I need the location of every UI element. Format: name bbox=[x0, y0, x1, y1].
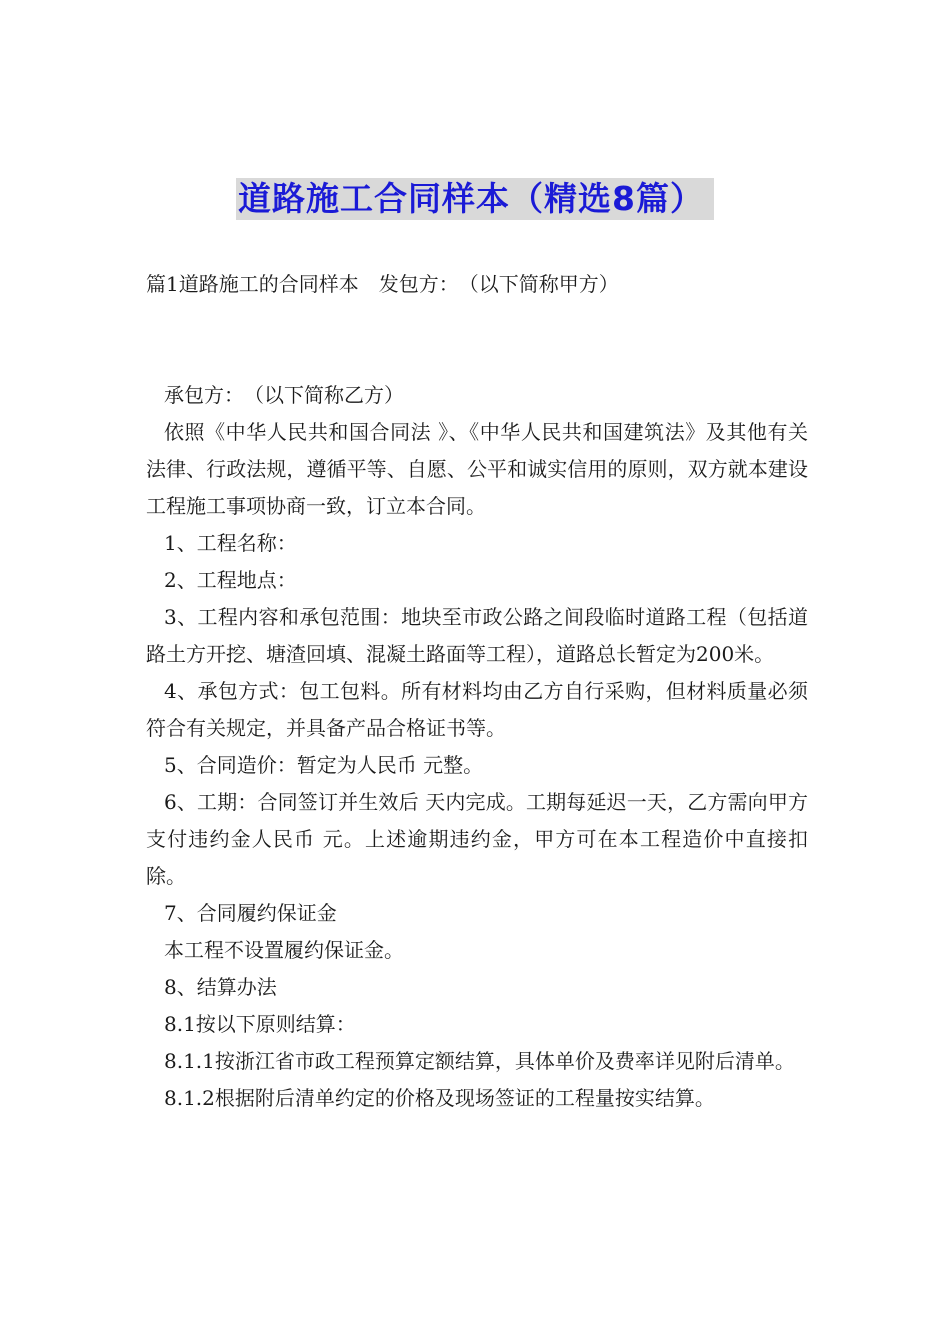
paragraph-contractor: 承包方： （以下简称乙方） bbox=[164, 383, 404, 407]
paragraph-duration: 6、工期：合同签订并生效后 天内完成。工期每延迟一天，乙方需向甲方支付违约金人民币 元。上述逾期违约金，甲方可在本工程造价中直接扣除。 bbox=[146, 790, 808, 888]
paragraph-deposit-text: 本工程不设置履约保证金。 bbox=[164, 938, 404, 962]
paragraph-project-location: 2、工程地点： bbox=[164, 568, 297, 592]
paragraph-deposit-heading: 7、合同履约保证金 bbox=[164, 901, 337, 925]
title-container bbox=[0, 178, 950, 220]
intro-block bbox=[146, 266, 808, 303]
paragraph-contract-method: 4、承包方式：包工包料。所有材料均由乙方自行采购，但材料质量必须符合有关规定，并具备产品合格证书等。 bbox=[146, 679, 808, 740]
paragraph-project-scope: 3、工程内容和承包范围：地块至市政公路之间段临时道路工程（包括道路土方开挖、塘渣回填、混凝土路面等工程），道路总长暂定为200米。 bbox=[146, 605, 808, 666]
paragraph-contract-price: 5、合同造价：暂定为人民币 元整。 bbox=[164, 753, 484, 777]
paragraph-settlement-heading: 8、结算办法 bbox=[164, 975, 277, 999]
paragraph-settlement-8-1-1: 8.1.1按浙江省市政工程预算定额结算，具体单价及费率详见附后清单。 bbox=[164, 1049, 795, 1073]
paragraph-settlement-8-1-2: 8.1.2根据附后清单约定的价格及现场签证的工程量按实结算。 bbox=[164, 1086, 715, 1110]
intro-line: 篇1道路施工的合同样本 发包方： （以下简称甲方） bbox=[146, 272, 619, 296]
contract-body bbox=[146, 377, 808, 1117]
paragraph-legal-basis: 依照《中华人民共和国合同法 》、《中华人民共和国建筑法》及其他有关法律、行政法规，遵循平等、自愿、公平和诚实信用的原则，双方就本建设工程施工事项协商一致，订立本合同。 bbox=[146, 420, 808, 518]
document-title: 道路施工合同样本（精选8篇） bbox=[236, 178, 714, 220]
paragraph-settlement-8-1: 8.1按以下原则结算： bbox=[164, 1012, 356, 1036]
paragraph-project-name: 1、工程名称： bbox=[164, 531, 297, 555]
